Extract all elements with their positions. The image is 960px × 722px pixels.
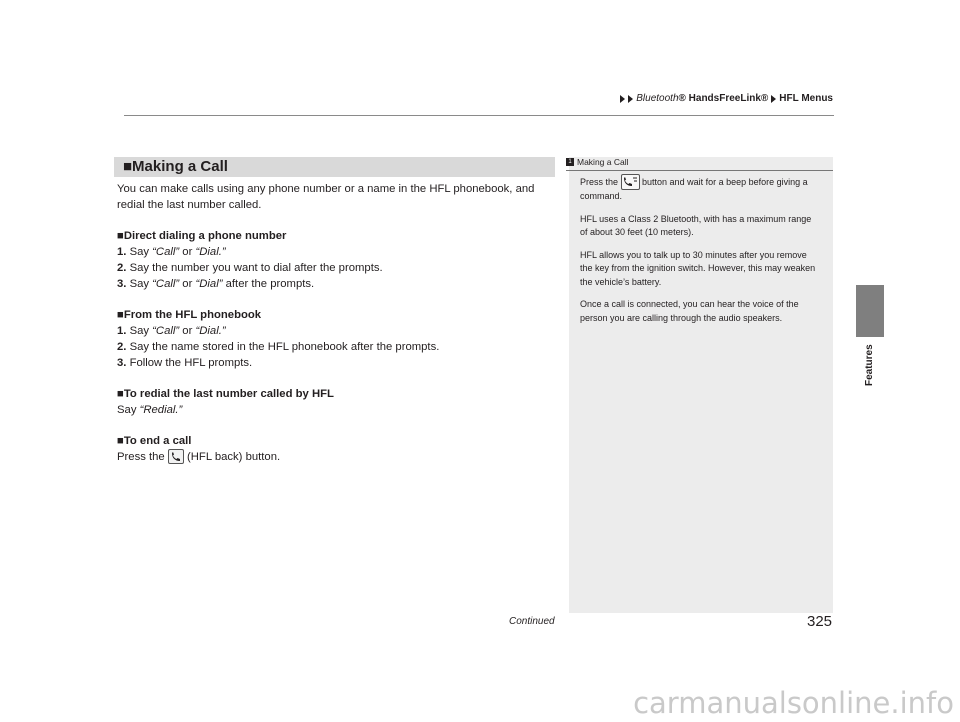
chapter-tab	[856, 285, 884, 337]
step-item: 2. Say the name stored in the HFL phonebook after the prompts.	[117, 341, 440, 353]
subheading-phonebook: ■From the HFL phonebook	[117, 309, 262, 321]
breadcrumb-arrow-icon	[628, 95, 633, 103]
subheading-redial: ■To redial the last number called by HFL	[117, 388, 334, 400]
end-call-text: Press the (HFL back) button.	[117, 451, 281, 463]
breadcrumb	[620, 93, 833, 104]
watermark: carmanualsonline.info	[633, 686, 954, 720]
note-paragraph: HFL uses a Class 2 Bluetooth, with has a maximum range of about 30 feet (10 meters).	[580, 213, 812, 237]
main-content	[117, 181, 557, 465]
breadcrumb-item-hfl-menus: HFL Menus	[779, 93, 833, 104]
step-item: 1. Say “Call” or “Dial.”	[117, 246, 226, 258]
step-item: 1. Say “Call” or “Dial.”	[117, 325, 226, 337]
hfl-talk-button-icon	[621, 174, 640, 190]
page-number: 325	[807, 613, 833, 630]
header-rule	[124, 115, 834, 116]
section-title: ■Making a Call	[123, 158, 228, 175]
subheading-direct-dial: ■Direct dialing a phone number	[117, 230, 287, 242]
side-note-body	[580, 174, 820, 334]
chapter-label: Features	[864, 344, 875, 386]
side-note-rule	[566, 170, 833, 171]
step-item: 2. Say the number you want to dial after the prompts.	[117, 262, 383, 274]
step-item: 3. Follow the HFL prompts.	[117, 357, 253, 369]
step-item: 3. Say “Call” or “Dial” after the prompts.	[117, 278, 315, 290]
note-paragraph: HFL allows you to talk up to 30 minutes after you remove the key from the ignition switch. However, this may weaken the vehicle’s battery.	[580, 249, 816, 287]
breadcrumb-arrow-icon	[771, 95, 776, 103]
side-note-title: Making a Call	[577, 157, 629, 167]
redial-text: Say “Redial.”	[117, 404, 183, 416]
hfl-back-button-icon	[168, 449, 184, 464]
continued-label: Continued	[509, 616, 555, 627]
subheading-end-call: ■To end a call	[117, 435, 192, 447]
intro-line: redial the last number called.	[117, 199, 262, 211]
note-paragraph: Once a call is connected, you can hear the voice of the person you are calling through the audio speakers.	[580, 299, 799, 323]
side-note-header	[566, 157, 629, 167]
breadcrumb-item-handsfreelink: ® HandsFreeLink®	[678, 93, 769, 104]
breadcrumb-arrow-icon	[620, 95, 625, 103]
note-marker-icon: 1	[566, 158, 574, 166]
intro-line: You can make calls using any phone number or a name in the HFL phonebook, and	[117, 183, 535, 195]
breadcrumb-item-bluetooth: Bluetooth	[636, 93, 679, 104]
note-paragraph: Press the button and wait for a beep before giving a command.	[580, 174, 820, 204]
